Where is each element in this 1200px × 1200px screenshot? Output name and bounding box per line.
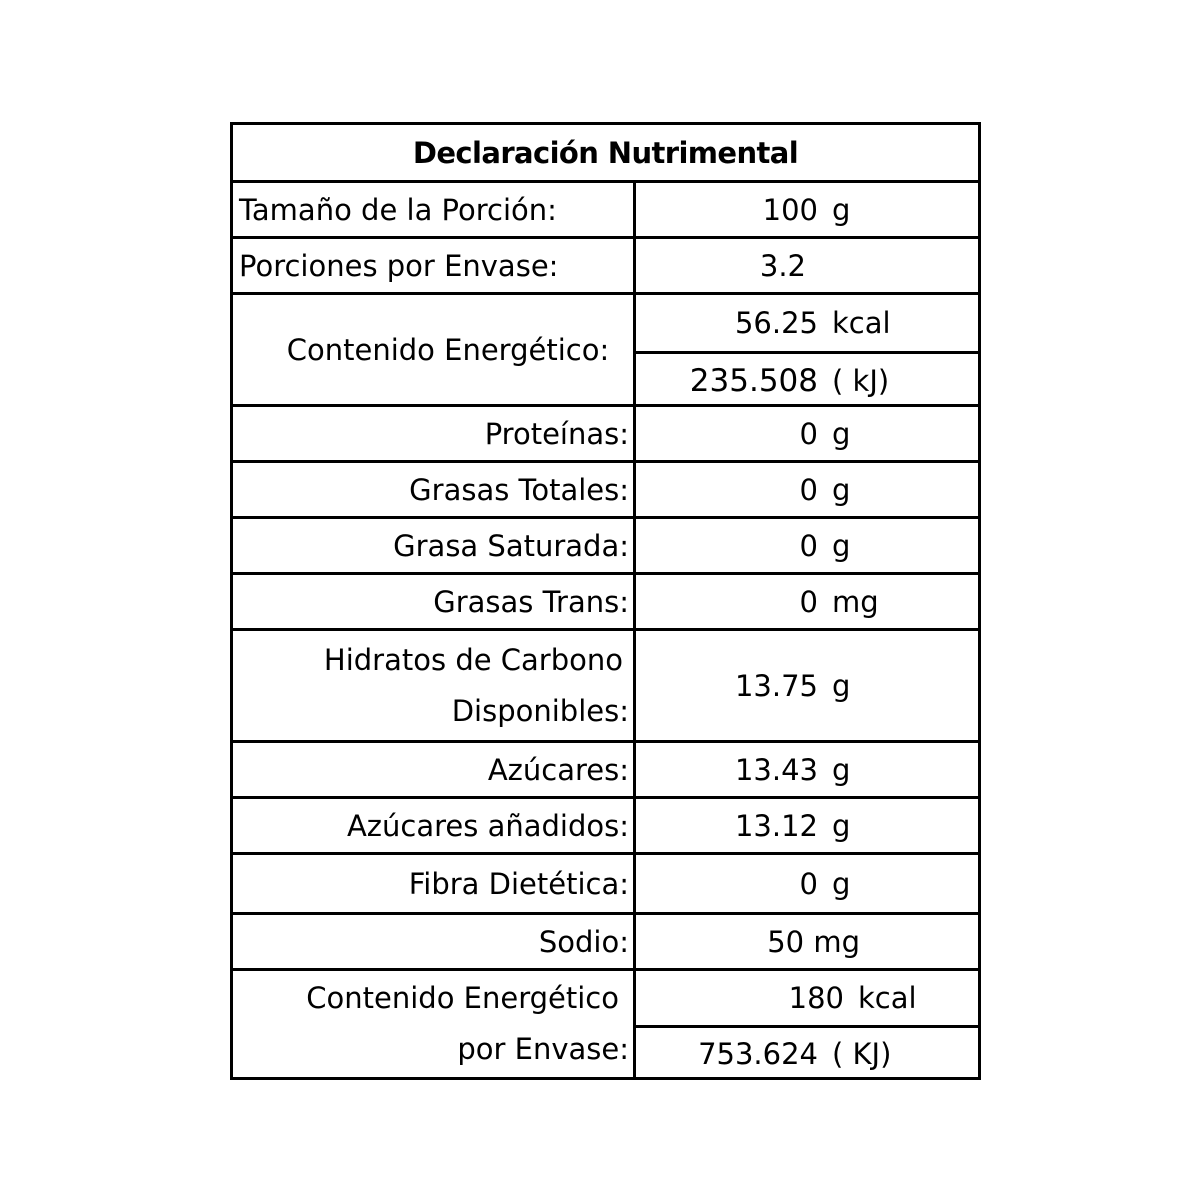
saturated-fat-label: Grasa Saturada: [233,519,636,572]
energy-per-container-label [233,971,636,1077]
added-sugars-row [233,796,978,852]
protein-value: 0 [799,416,818,451]
energy-kcal-unit: kcal [832,306,891,340]
carbohydrates-label-line2: Disponibles: [451,693,629,728]
carbohydrates-row [233,628,978,740]
energy-kj-unit: ( kJ) [832,363,890,398]
servings-per-container-value: 3.2 [759,248,806,283]
title-row [233,125,978,180]
total-fat-unit: g [832,472,851,507]
trans-fat-unit: mg [832,584,879,619]
sodium-value: 50 mg [767,924,860,959]
saturated-fat-value: 0 [799,528,818,563]
sodium-row [233,912,978,968]
energy-per-container-kj-unit: ( KJ) [832,1037,892,1071]
carbohydrates-label [233,631,636,740]
total-fat-row [233,460,978,516]
saturated-fat-row [233,516,978,572]
protein-row [233,404,978,460]
trans-fat-value: 0 [799,584,818,619]
energy-kj-value: 235.508 [689,362,818,399]
energy-per-container-label-line1: Contenido Energético [306,981,619,1015]
servings-per-container-label: Porciones por Envase: [233,239,636,292]
fiber-label: Fibra Dietética: [233,855,636,912]
energy-per-container-kj-value: 753.624 [698,1037,818,1071]
sugars-label: Azúcares: [233,743,636,796]
protein-label: Proteínas: [233,407,636,460]
fiber-unit: g [832,866,851,901]
trans-fat-label: Grasas Trans: [233,575,636,628]
carbohydrates-label-line1: Hidratos de Carbono [323,642,623,677]
sugars-value: 13.43 [734,752,818,787]
servings-per-container-row [233,236,978,292]
carbohydrates-unit: g [832,668,851,703]
serving-size-unit: g [832,192,851,227]
added-sugars-unit: g [832,808,851,843]
serving-size-value: 100 [762,192,818,227]
sugars-row [233,740,978,796]
energy-per-container-kcal-unit: kcal [858,981,917,1015]
saturated-fat-unit: g [832,528,851,563]
sugars-unit: g [832,752,851,787]
serving-size-label: Tamaño de la Porción: [233,183,636,236]
total-fat-value: 0 [799,472,818,507]
table-title: Declaración Nutrimental [412,135,799,170]
serving-size-row [233,180,978,236]
added-sugars-value: 13.12 [734,808,818,843]
added-sugars-label: Azúcares añadidos: [233,799,636,852]
energy-per-container-row [233,968,978,1077]
protein-unit: g [832,416,851,451]
trans-fat-row [233,572,978,628]
energy-per-container-label-line2: por Envase: [457,1032,629,1066]
energy-per-container-kcal-value: 180 [788,981,844,1015]
energy-label: Contenido Energético: [233,295,636,404]
energy-kcal-value: 56.25 [734,306,818,340]
fiber-row [233,852,978,912]
sodium-label: Sodio: [233,915,636,968]
nutrition-facts-table [230,122,981,1080]
fiber-value: 0 [799,866,818,901]
total-fat-label: Grasas Totales: [233,463,636,516]
carbohydrates-value: 13.75 [734,668,818,703]
energy-row [233,292,978,404]
